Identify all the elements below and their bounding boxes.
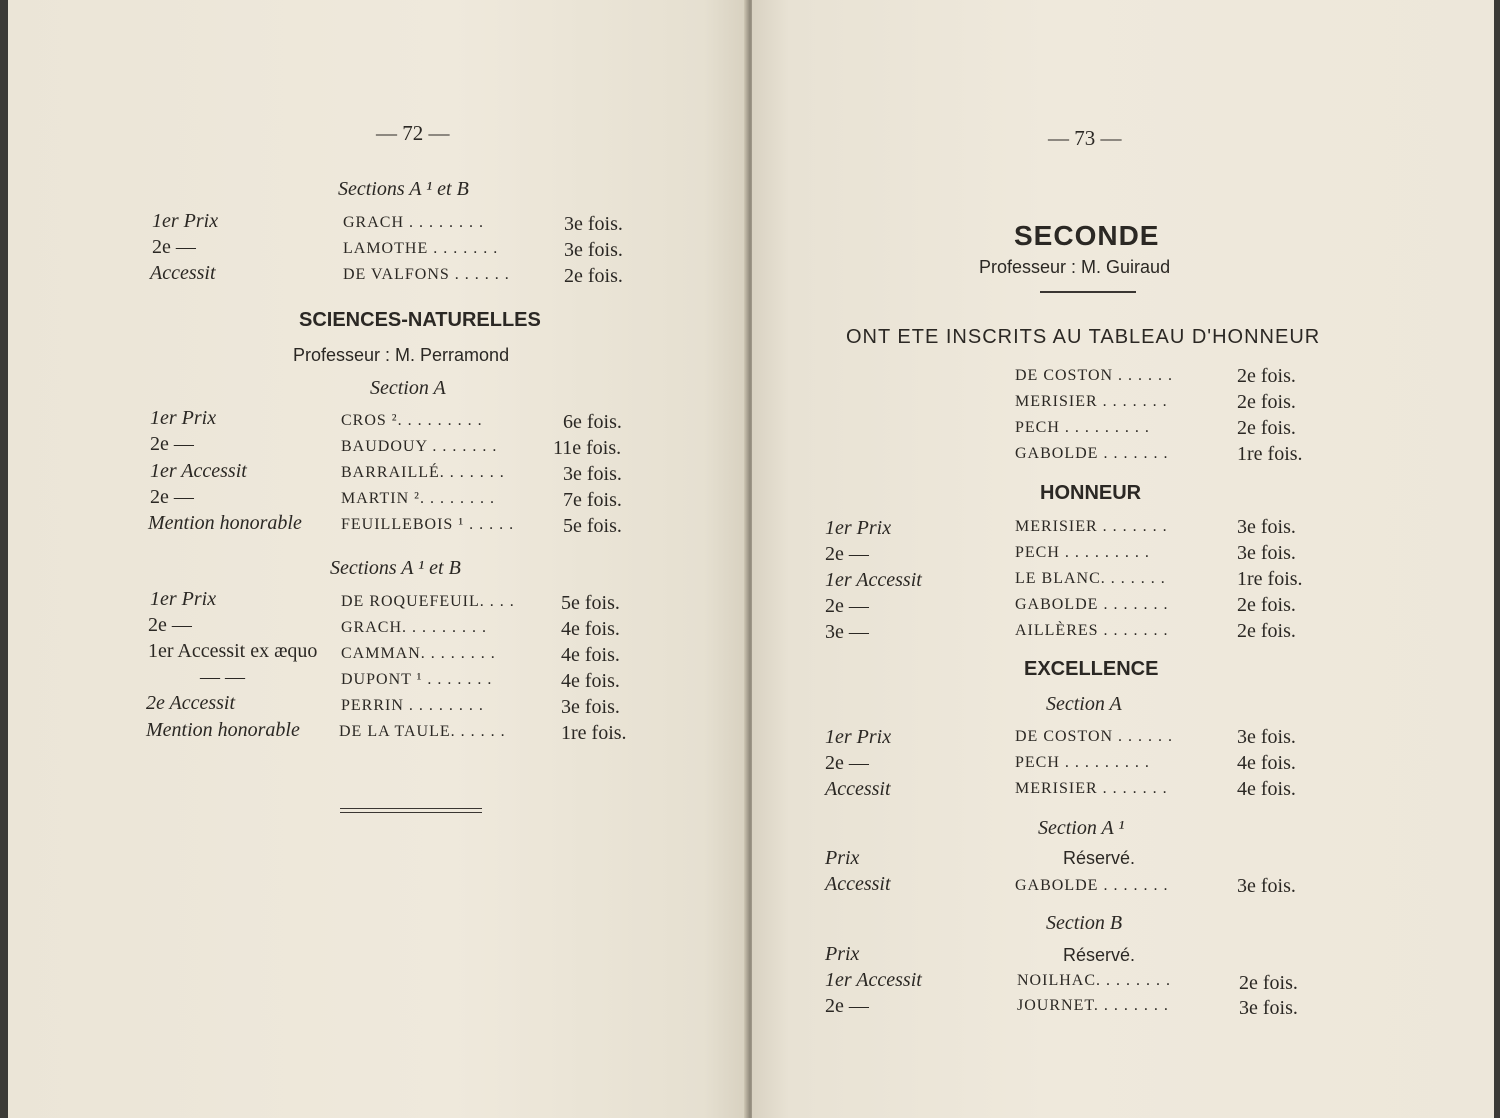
award-label: 1er Accessit <box>825 969 922 991</box>
student-name: CAMMAN. . . . . . . . <box>341 645 496 662</box>
count: 5e fois. <box>563 515 622 537</box>
excellence-heading: EXCELLENCE <box>1024 658 1159 680</box>
student-name: CROS ². . . . . . . . . <box>341 412 483 429</box>
section-heading: Section B <box>1046 912 1123 934</box>
award-label: Prix <box>825 847 860 869</box>
right-page <box>752 0 1494 1118</box>
count: 3e fois. <box>564 239 623 261</box>
count: 1re fois. <box>1237 568 1303 590</box>
count: 2e fois. <box>1239 972 1298 994</box>
section-heading: Section A <box>1046 693 1122 715</box>
count: 2e fois. <box>564 265 623 287</box>
award-label: 2e — <box>825 543 869 565</box>
count: 3e fois. <box>1237 516 1296 538</box>
page-number: — 72 — <box>376 121 450 145</box>
award-label: 2e Accessit <box>146 692 236 714</box>
award-label: 1er Accessit ex æquo <box>148 640 318 662</box>
student-name: GRACH . . . . . . . . <box>343 214 485 231</box>
student-name: NOILHAC. . . . . . . . <box>1017 972 1171 989</box>
count: 3e fois. <box>561 696 620 718</box>
count: 3e fois. <box>564 213 623 235</box>
student-name: MERISIER . . . . . . . <box>1015 518 1168 535</box>
count: 2e fois. <box>1237 391 1296 413</box>
student-name: DE LA TAULE. . . . . . <box>339 723 506 740</box>
award-label: 2e — <box>825 995 869 1017</box>
student-name: JOURNET. . . . . . . . <box>1017 997 1169 1014</box>
section-heading: Sections A ¹ et B <box>338 178 469 200</box>
student-name: DE COSTON . . . . . . <box>1015 367 1174 384</box>
student-name: PECH . . . . . . . . . <box>1015 544 1150 561</box>
student-name: BARRAILLÉ. . . . . . . <box>341 464 505 481</box>
section-heading: Section A <box>370 377 446 399</box>
tableau-heading: ONT ETE INSCRITS AU TABLEAU D'HONNEUR <box>846 326 1321 348</box>
section-heading: Section A ¹ <box>1038 817 1125 839</box>
student-name: PERRIN . . . . . . . . <box>341 697 484 714</box>
count: 5e fois. <box>561 592 620 614</box>
award-label: 2e — <box>825 595 869 617</box>
count: 4e fois. <box>1237 778 1296 800</box>
count: 2e fois. <box>1237 365 1296 387</box>
award-label: 1er Prix <box>152 210 219 232</box>
award-label: 1er Prix <box>150 588 217 610</box>
count: 3e fois. <box>1237 875 1296 897</box>
count: 4e fois. <box>561 644 620 666</box>
reserved-note: Réservé. <box>1063 848 1136 868</box>
count: 4e fois. <box>1237 752 1296 774</box>
count: 2e fois. <box>1237 620 1296 642</box>
count: 6e fois. <box>563 411 622 433</box>
award-label: 3e — <box>825 621 869 643</box>
award-label: 1er Prix <box>825 726 892 748</box>
professor-line: Professeur : M. Perramond <box>293 345 510 365</box>
award-label: Accessit <box>150 262 216 284</box>
count: 4e fois. <box>561 670 620 692</box>
honneur-heading: HONNEUR <box>1040 482 1142 504</box>
student-name: GABOLDE . . . . . . . <box>1015 596 1169 613</box>
count: 7e fois. <box>563 489 622 511</box>
student-name: PECH . . . . . . . . . <box>1015 419 1150 436</box>
award-label: Accessit <box>825 873 891 895</box>
student-name: DE VALFONS . . . . . . <box>343 266 510 283</box>
count: 3e fois. <box>1239 997 1298 1019</box>
professor-line: Professeur : M. Guiraud <box>979 257 1171 277</box>
award-label: 2e — <box>148 614 192 636</box>
student-name: DE ROQUEFEUIL. . . . <box>341 593 515 610</box>
count: 2e fois. <box>1237 594 1296 616</box>
title-rule <box>1040 291 1136 293</box>
student-name: FEUILLEBOIS ¹ . . . . . <box>341 516 515 533</box>
class-title: SECONDE <box>1014 220 1160 251</box>
award-label: — — <box>200 666 245 688</box>
count: 3e fois. <box>563 463 622 485</box>
award-label: Accessit <box>825 778 891 800</box>
award-label: 1er Accessit <box>825 569 922 591</box>
award-label: 1er Accessit <box>150 460 247 482</box>
student-name: MARTIN ². . . . . . . . <box>341 490 495 507</box>
subject-heading: SCIENCES-NATURELLES <box>299 309 541 331</box>
left-page <box>8 0 748 1118</box>
award-label: 1er Prix <box>825 517 892 539</box>
student-name: DUPONT ¹ . . . . . . . <box>341 671 493 688</box>
reserved-note: Réservé. <box>1063 945 1136 965</box>
section-heading: Sections A ¹ et B <box>330 557 461 579</box>
award-label: 1er Prix <box>150 407 217 429</box>
count: 3e fois. <box>1237 542 1296 564</box>
end-rule-top <box>340 808 482 809</box>
award-label: 2e — <box>152 236 196 258</box>
student-name: GRACH. . . . . . . . . <box>341 619 488 636</box>
count: 1re fois. <box>561 722 627 744</box>
student-name: DE COSTON . . . . . . <box>1015 728 1174 745</box>
award-label: 2e — <box>150 486 194 508</box>
award-label: 2e — <box>150 433 194 455</box>
page-number: — 73 — <box>1048 126 1122 150</box>
student-name: AILLÈRES . . . . . . . <box>1015 622 1169 639</box>
count: 2e fois. <box>1237 417 1296 439</box>
end-rule-bottom <box>340 812 482 813</box>
count: 1re fois. <box>1237 443 1303 465</box>
student-name: LAMOTHE . . . . . . . <box>343 240 499 257</box>
student-name: BAUDOUY . . . . . . . <box>341 438 498 455</box>
count: 11e fois. <box>553 437 622 459</box>
student-name: GABOLDE . . . . . . . <box>1015 445 1169 462</box>
count: 3e fois. <box>1237 726 1296 748</box>
award-label: Mention honorable <box>146 719 300 741</box>
award-label: Mention honorable <box>148 512 302 534</box>
award-label: 2e — <box>825 752 869 774</box>
student-name: LE BLANC. . . . . . . <box>1015 570 1166 587</box>
award-label: Prix <box>825 943 860 965</box>
student-name: PECH . . . . . . . . . <box>1015 754 1150 771</box>
count: 4e fois. <box>561 618 620 640</box>
student-name: MERISIER . . . . . . . <box>1015 780 1168 797</box>
student-name: GABOLDE . . . . . . . <box>1015 877 1169 894</box>
student-name: MERISIER . . . . . . . <box>1015 393 1168 410</box>
